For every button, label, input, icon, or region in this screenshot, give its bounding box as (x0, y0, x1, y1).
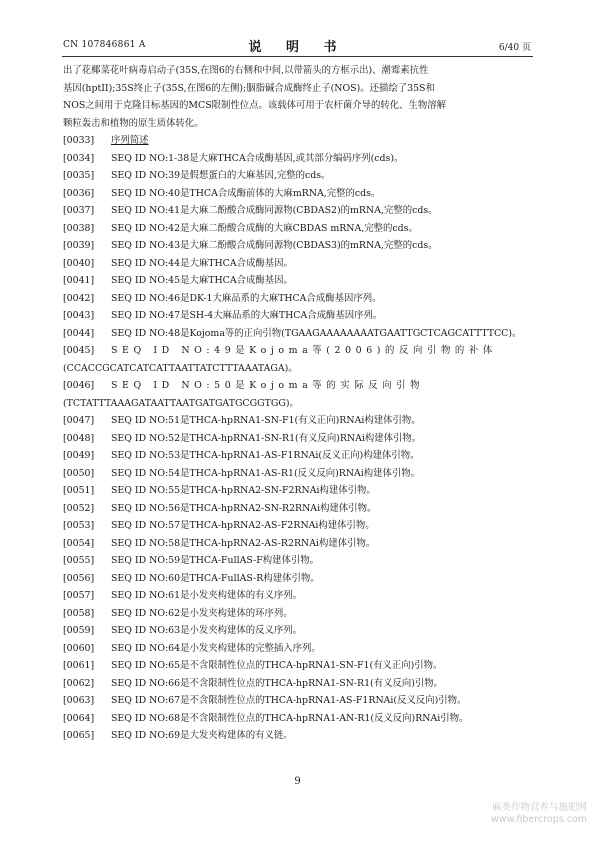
intro-line: 颗粒轰击和植物的原生质体转化。 (63, 117, 204, 129)
paragraph-number: [0047] (63, 415, 95, 426)
paragraph-number: [0057] (63, 590, 95, 601)
paragraph (63, 605, 537, 623)
paragraph (63, 185, 537, 203)
paragraph (63, 377, 537, 395)
paragraph-continuation: (TCTATTTAAAGATAATTAATGATGATGCGGTGG)。 (63, 397, 299, 409)
paragraph-number: [0056] (63, 572, 95, 584)
paragraph-number: [0042] (63, 292, 95, 304)
paragraph (63, 255, 537, 273)
paragraph (63, 640, 537, 658)
paragraph-text: SEQ ID NO:54是THCA-hpRNA1-AS-R1(反义反向)RNAi构建体引物。 (111, 467, 421, 479)
paragraph (63, 132, 537, 150)
paragraph-number: [0051] (63, 485, 95, 496)
paragraph (63, 587, 537, 605)
paragraph-number: [0041] (63, 275, 95, 286)
paragraph (63, 570, 537, 588)
paragraph (63, 167, 537, 185)
paragraph-text: SEQ ID NO:69是大发夹构建体的有义链。 (111, 730, 293, 741)
paragraph-number: [0036] (63, 187, 95, 199)
paragraph-number: [0065] (63, 730, 95, 741)
paragraph-text: SEQ ID NO:58是THCA-hpRNA2-AS-R2RNAi构建体引物。 (111, 537, 376, 549)
watermark (491, 802, 587, 826)
paragraph (63, 535, 537, 553)
paragraph (63, 325, 537, 343)
paragraph-text: SEQ ID NO:63是小发夹构建体的反义序列。 (111, 625, 302, 636)
paragraph-number: [0053] (63, 520, 95, 531)
section-heading: 序列简述 (111, 135, 149, 146)
paragraph-number: [0052] (63, 502, 95, 514)
watermark-site-name: 麻类作物营养与施肥网 (491, 802, 587, 813)
page-header (0, 36, 595, 54)
paragraph (63, 657, 537, 675)
paragraph (63, 727, 537, 745)
paragraph-number: [0045] (63, 345, 95, 356)
header-divider (62, 56, 533, 57)
paragraph-number: [0061] (63, 660, 95, 671)
paragraph-text: SEQ ID NO:53是THCA-hpRNA1-AS-F1RNAi(反义正向)构建体引物。 (111, 450, 420, 461)
paragraph-number: [0055] (63, 555, 95, 566)
paragraph-text: SEQ ID NO:68是不含限制性位点的THCA-hpRNA1-AN-R1(反义反向)RNAi引物。 (111, 712, 469, 724)
paragraph-text: SEQ ID NO:55是THCA-hpRNA2-SN-F2RNAi构建体引物。 (111, 485, 376, 496)
paragraph-text: SEQ ID NO:57是THCA-hpRNA2-AS-F2RNAi构建体引物。 (111, 520, 375, 531)
paragraph-text: SEQ ID NO:48是Kojoma等的正向引物(TGAAGAAAAAAAATGAATTGCTCAGCATTTTCC)。 (111, 327, 522, 339)
paragraph (63, 692, 537, 710)
patent-number: CN 107846861 A (63, 40, 146, 50)
paragraph-number: [0038] (63, 222, 95, 234)
paragraph (63, 517, 537, 535)
paragraph-text: SEQ ID NO:66是不含限制性位点的THCA-hpRNA1-SN-R1(有义反向)引物。 (111, 677, 443, 689)
paragraph-text: SEQ ID NO:47是SH-4大麻品系的大麻THCA合成酶基因序列。 (111, 310, 383, 321)
paragraph-text: SEQ ID NO:39是假想蛋白的大麻基因,完整的cds。 (111, 170, 331, 181)
paragraph-text: SEQ ID NO:43是大麻二酚酸合成酶同源物(CBDAS3)的mRNA,完整的cds。 (111, 240, 438, 251)
paragraph (63, 412, 537, 430)
paragraph-number: [0063] (63, 695, 95, 706)
paragraph-number: [0049] (63, 450, 95, 461)
paragraph-text: SEQ ID NO:1-38是大麻THCA合成酶基因,或其部分编码序列(cds)。 (111, 152, 404, 164)
document-title: 说 明 书 (248, 40, 347, 55)
intro-line: 出了花椰菜花叶病毒启动子(35S,在图6的右侧和中间,以带箭头的方框示出)、潮霉素抗性 (63, 65, 429, 76)
paragraph-text: SEQ ID NO:52是THCA-hpRNA1-SN-R1(有义反向)RNAi构建体引物。 (111, 432, 422, 444)
paragraph-text: SEQ ID NO:46是DK-1大麻品系的大麻THCA合成酶基因序列。 (111, 292, 382, 304)
paragraph (63, 675, 537, 693)
paragraph-text: SEQ ID NO:41是大麻二酚酸合成酶同源物(CBDAS2)的mRNA,完整的cds。 (111, 205, 438, 216)
paragraph-number: [0037] (63, 205, 95, 216)
paragraph-text: SEQ ID NO:56是THCA-hpRNA2-SN-R2RNAi构建体引物。 (111, 502, 377, 514)
paragraph-number: [0060] (63, 642, 95, 654)
paragraph (63, 272, 537, 290)
paragraph (63, 710, 537, 728)
paragraph-text: SEQ ID NO:45是大麻THCA合成酶基因。 (111, 275, 293, 286)
paragraph (63, 482, 537, 500)
paragraph-text: SEQ ID NO:62是小发夹构建体的环序列。 (111, 607, 293, 619)
paragraph (63, 307, 537, 325)
paragraph-number: [0059] (63, 625, 95, 636)
paragraph (63, 342, 537, 360)
paragraph-text: SEQ ID NO:40是THCA合成酶前体的大麻mRNA,完整的cds。 (111, 187, 381, 199)
document-body (63, 62, 537, 745)
paragraph-text: SEQ ID NO:51是THCA-hpRNA1-SN-F1(有义正向)RNAi构建体引物。 (111, 415, 421, 426)
paragraph-number: [0034] (63, 152, 95, 164)
paragraph-text: SEQ ID NO:64是小发夹构建体的完整插入序列。 (111, 642, 321, 654)
paragraph (63, 237, 537, 255)
paragraph (63, 447, 537, 465)
paragraph-number: [0035] (63, 170, 95, 181)
watermark-url: www.fibercrops.com (490, 814, 587, 825)
paragraph-number: [0040] (63, 257, 95, 269)
intro-line: 基因(hptII);35S终止子(35S,在图6的左侧);胭脂碱合成酶终止子(NOS)。还描绘了35S和 (63, 82, 435, 94)
paragraph (63, 500, 537, 518)
paragraph (63, 622, 537, 640)
paragraph-number: [0039] (63, 240, 95, 251)
paragraph-number: [0062] (63, 677, 95, 689)
paragraph-text: SEQ ID NO:65是不含限制性位点的THCA-hpRNA1-SN-F1(有义正向)引物。 (111, 660, 443, 671)
paragraph-number: [0054] (63, 537, 95, 549)
page-counter: 6/40 页 (498, 43, 531, 53)
paragraph (63, 220, 537, 238)
paragraph-number: [0033] (63, 135, 95, 146)
paragraph-text: SEQ ID NO:59是THCA-FullAS-F构建体引物。 (111, 555, 320, 566)
paragraph-text: SEQ ID NO:60是THCA-FullAS-R构建体引物。 (111, 572, 320, 584)
paragraph-number: [0046] (63, 380, 95, 391)
paragraph-text: SEQ ID NO:50是Kojoma等的实际反向引物 (111, 380, 425, 391)
paragraph-number: [0064] (63, 712, 95, 724)
intro-line: NOS之间用于克隆目标基因的MCS限制性位点。该载体可用于农杆菌介导的转化、生物溶解 (63, 100, 447, 111)
paragraph-continuation: (CCACCGCATCATCATTAATTATCTTTAAATAGA)。 (63, 362, 298, 374)
paragraph (63, 430, 537, 448)
paragraph-text: SEQ ID NO:42是大麻二酚酸合成酶的大麻CBDAS mRNA,完整的cds。 (111, 222, 418, 234)
paragraph (63, 290, 537, 308)
paragraph-number: [0050] (63, 467, 95, 479)
paragraph-text: SEQ ID NO:61是小发夹构建体的有义序列。 (111, 590, 302, 601)
paragraph (63, 552, 537, 570)
paragraph-number: [0043] (63, 310, 95, 321)
paragraph (63, 150, 537, 168)
page-number: 9 (294, 776, 301, 787)
paragraph-number: [0058] (63, 607, 95, 619)
paragraph-text: SEQ ID NO:49是Kojoma等(2006)的反向引物的补体 (111, 345, 497, 356)
paragraph-text: SEQ ID NO:44是大麻THCA合成酶基因。 (111, 257, 293, 269)
paragraph-text: SEQ ID NO:67是不含限制性位点的THCA-hpRNA1-AS-F1RNAi(反义反向)引物。 (111, 695, 467, 706)
paragraph-number: [0044] (63, 327, 95, 339)
paragraph (63, 202, 537, 220)
paragraph-number: [0048] (63, 432, 95, 444)
paragraph (63, 465, 537, 483)
